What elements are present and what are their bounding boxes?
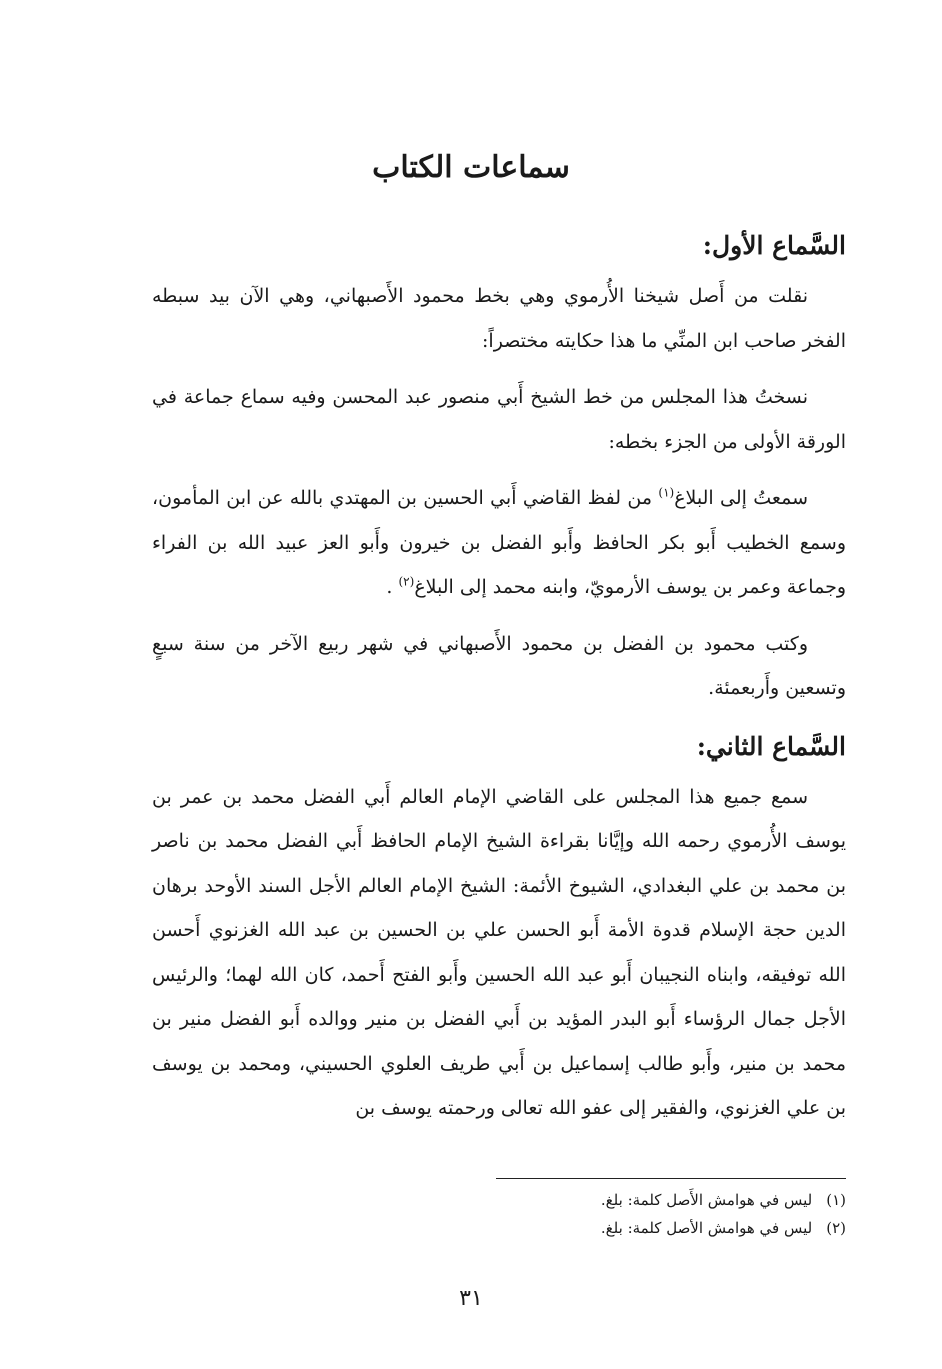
footnote-number: (١)	[826, 1191, 846, 1209]
footnote-reference: (١)	[658, 485, 675, 500]
footnote	[152, 1214, 846, 1242]
paragraph-text: سمعتُ إلى البلاغ	[674, 487, 808, 509]
paragraph: وكتب محمود بن الفضل بن محمود الأَصبهاني في شهر ربيع الآخر من سنة سبعٍ وتسعين وأَربعمئة.	[152, 632, 846, 699]
paragraph: نسختُ هذا المجلس من خط الشيخ أَبي منصور عبد المحسن وفيه سماع جماعة في الورقة الأولى من الجزء بخطه:	[152, 386, 846, 453]
footnote	[152, 1186, 846, 1214]
footnote-reference: (٢)	[398, 574, 415, 589]
footnotes	[152, 1186, 846, 1242]
footnote-text: ليس في هوامش الأصل كلمة: بلغ.	[600, 1219, 813, 1237]
page-number: ٣١	[459, 1286, 483, 1311]
paragraph: نقلت من أَصل شيخنا الأُرموي وهي بخط محمود الأَصبهاني، وهي الآن بيد سبطه الفخر صاحب ابن المنِّي ما هذا حكايته مختصراً:	[152, 285, 846, 352]
footnote-number: (٢)	[826, 1219, 846, 1237]
page-title: سماعات الكتاب	[372, 150, 570, 185]
paragraph: سمع جميع هذا المجلس على القاضي الإمام العالم أَبي الفضل محمد بن عمر بن يوسف الأُرموي رحمه الله وإيَّانا بقراءة الشيخ الإمام الحافظ أَبي الفضل محمد بن ناصر بن محمد بن علي البغدادي، الشيوخ الأئمة: الشيخ الإمام العالم الأجل السند الأوحد برهان الدين حجة الإسلام قدوة الأمة أَبو الحسن علي بن الحسين بن عبد الله الغزنوي أَحسن الله توفيقه، وابناه النجيبان أَبو عبد الله الحسين وأَبو الفتح أَحمد، كان الله لهما؛ والرئيس الأجل جمال الرؤساء أَبو البدر المؤيد بن أَبي الفضل بن منير ووالده أَبو الفضل منير بن محمد بن منير، وأَبو طالب إسماعيل بن أَبي طريف العلوي الحسيني، ومحمد بن يوسف بن علي الغزنوي، والفقير إلى عفو الله تعالى ورحمته يوسف بن	[152, 785, 846, 1119]
main-text	[152, 222, 846, 1143]
section-heading-first-audition: السَّماع الأول:	[702, 231, 846, 260]
paragraph-with-footnotes	[152, 476, 846, 610]
footnote-divider	[496, 1178, 846, 1179]
paragraph-text: .	[386, 576, 399, 598]
footnote-text: ليس في هوامش الأَصل كلمة: بلغ.	[600, 1191, 813, 1209]
section-heading-second-audition: السَّماع الثاني:	[696, 731, 846, 761]
paragraph-text: من لفظ القاضي أَبي الحسين بن المهتدي بالله عن ابن المأمون، وسمع الخطيب أَبو بكر الحافظ وأَبو الفضل بن خيرون وأَبو العز عبيد الله بن الفراء وجماعة وعمر بن يوسف الأرمويّ، وابنه محمد إلى البلاغ	[152, 487, 846, 598]
